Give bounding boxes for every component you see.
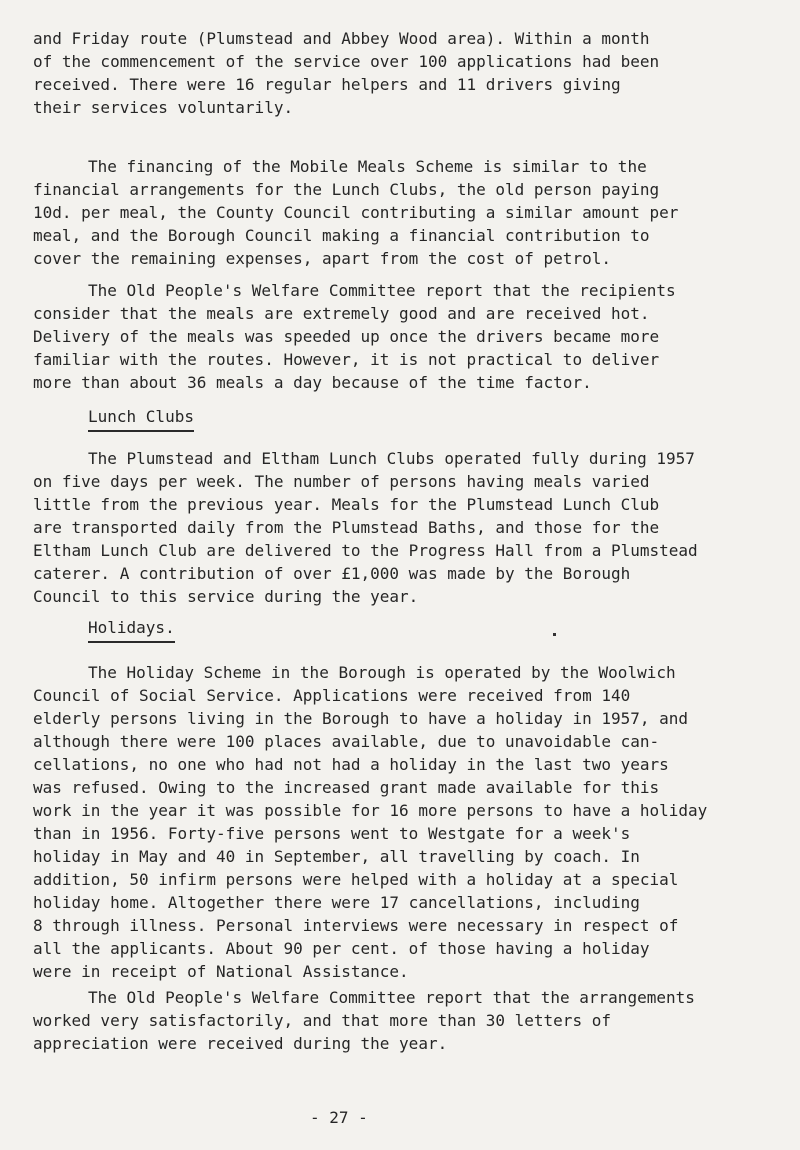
text-line: The Plumstead and Eltham Lunch Clubs operated fully during 1957 xyxy=(88,449,695,468)
text-line: Council to this service during the year. xyxy=(33,587,419,606)
text-line: The Old People's Welfare Committee report that the recipients xyxy=(88,281,676,300)
stray-mark xyxy=(553,633,556,636)
text-line: 8 through illness. Personal interviews were necessary in respect of xyxy=(33,916,679,935)
text-line: caterer. A contribution of over £1,000 was made by the Borough xyxy=(33,564,631,583)
text-line: are transported daily from the Plumstead Baths, and those for the xyxy=(33,518,660,537)
text-line: meal, and the Borough Council making a financial contribution to xyxy=(33,226,650,245)
text-line: although there were 100 places available, due to unavoidable can- xyxy=(33,732,660,751)
text-line: were in receipt of National Assistance. xyxy=(33,962,409,981)
text-line: The financing of the Mobile Meals Scheme is similar to the xyxy=(88,157,647,176)
text-line: cellations, no one who had not had a holiday in the last two years xyxy=(33,755,669,774)
text-line: financial arrangements for the Lunch Clubs, the old person paying xyxy=(33,180,660,199)
page-number: - 27 - xyxy=(310,1108,368,1127)
text-line: more than about 36 meals a day because of the time factor. xyxy=(33,373,592,392)
text-line: was refused. Owing to the increased grant made available for this xyxy=(33,778,660,797)
text-line: consider that the meals are extremely good and are received hot. xyxy=(33,304,650,323)
text-line: holiday home. Altogether there were 17 cancellations, including xyxy=(33,893,640,912)
text-line: and Friday route (Plumstead and Abbey Wood area). Within a month xyxy=(33,29,650,48)
text-line: familiar with the routes. However, it is not practical to deliver xyxy=(33,350,660,369)
text-line: of the commencement of the service over 100 applications had been xyxy=(33,52,660,71)
text-line: received. There were 16 regular helpers and 11 drivers giving xyxy=(33,75,621,94)
text-line: Council of Social Service. Applications were received from 140 xyxy=(33,686,631,705)
section-heading-holidays: Holidays. xyxy=(88,617,175,643)
section-heading-lunch-clubs: Lunch Clubs xyxy=(88,406,194,432)
text-line: holiday in May and 40 in September, all travelling by coach. In xyxy=(33,847,640,866)
text-line: The Holiday Scheme in the Borough is operated by the Woolwich xyxy=(88,663,676,682)
text-line: all the applicants. About 90 per cent. of those having a holiday xyxy=(33,939,650,958)
text-line: elderly persons living in the Borough to have a holiday in 1957, and xyxy=(33,709,689,728)
text-line: addition, 50 infirm persons were helped with a holiday at a special xyxy=(33,870,679,889)
text-line: 10d. per meal, the County Council contributing a similar amount per xyxy=(33,203,679,222)
text-line: little from the previous year. Meals for the Plumstead Lunch Club xyxy=(33,495,660,514)
text-line: work in the year it was possible for 16 more persons to have a holiday xyxy=(33,801,708,820)
text-line: on five days per week. The number of persons having meals varied xyxy=(33,472,650,491)
text-line: worked very satisfactorily, and that more than 30 letters of xyxy=(33,1011,611,1030)
text-line: Eltham Lunch Club are delivered to the Progress Hall from a Plumstead xyxy=(33,541,698,560)
text-line: than in 1956. Forty-five persons went to Westgate for a week's xyxy=(33,824,631,843)
text-line: Delivery of the meals was speeded up once the drivers became more xyxy=(33,327,660,346)
text-line: cover the remaining expenses, apart from the cost of petrol. xyxy=(33,249,611,268)
text-line: The Old People's Welfare Committee report that the arrangements xyxy=(88,988,695,1007)
text-line: their services voluntarily. xyxy=(33,98,294,117)
text-line: appreciation were received during the year. xyxy=(33,1034,448,1053)
